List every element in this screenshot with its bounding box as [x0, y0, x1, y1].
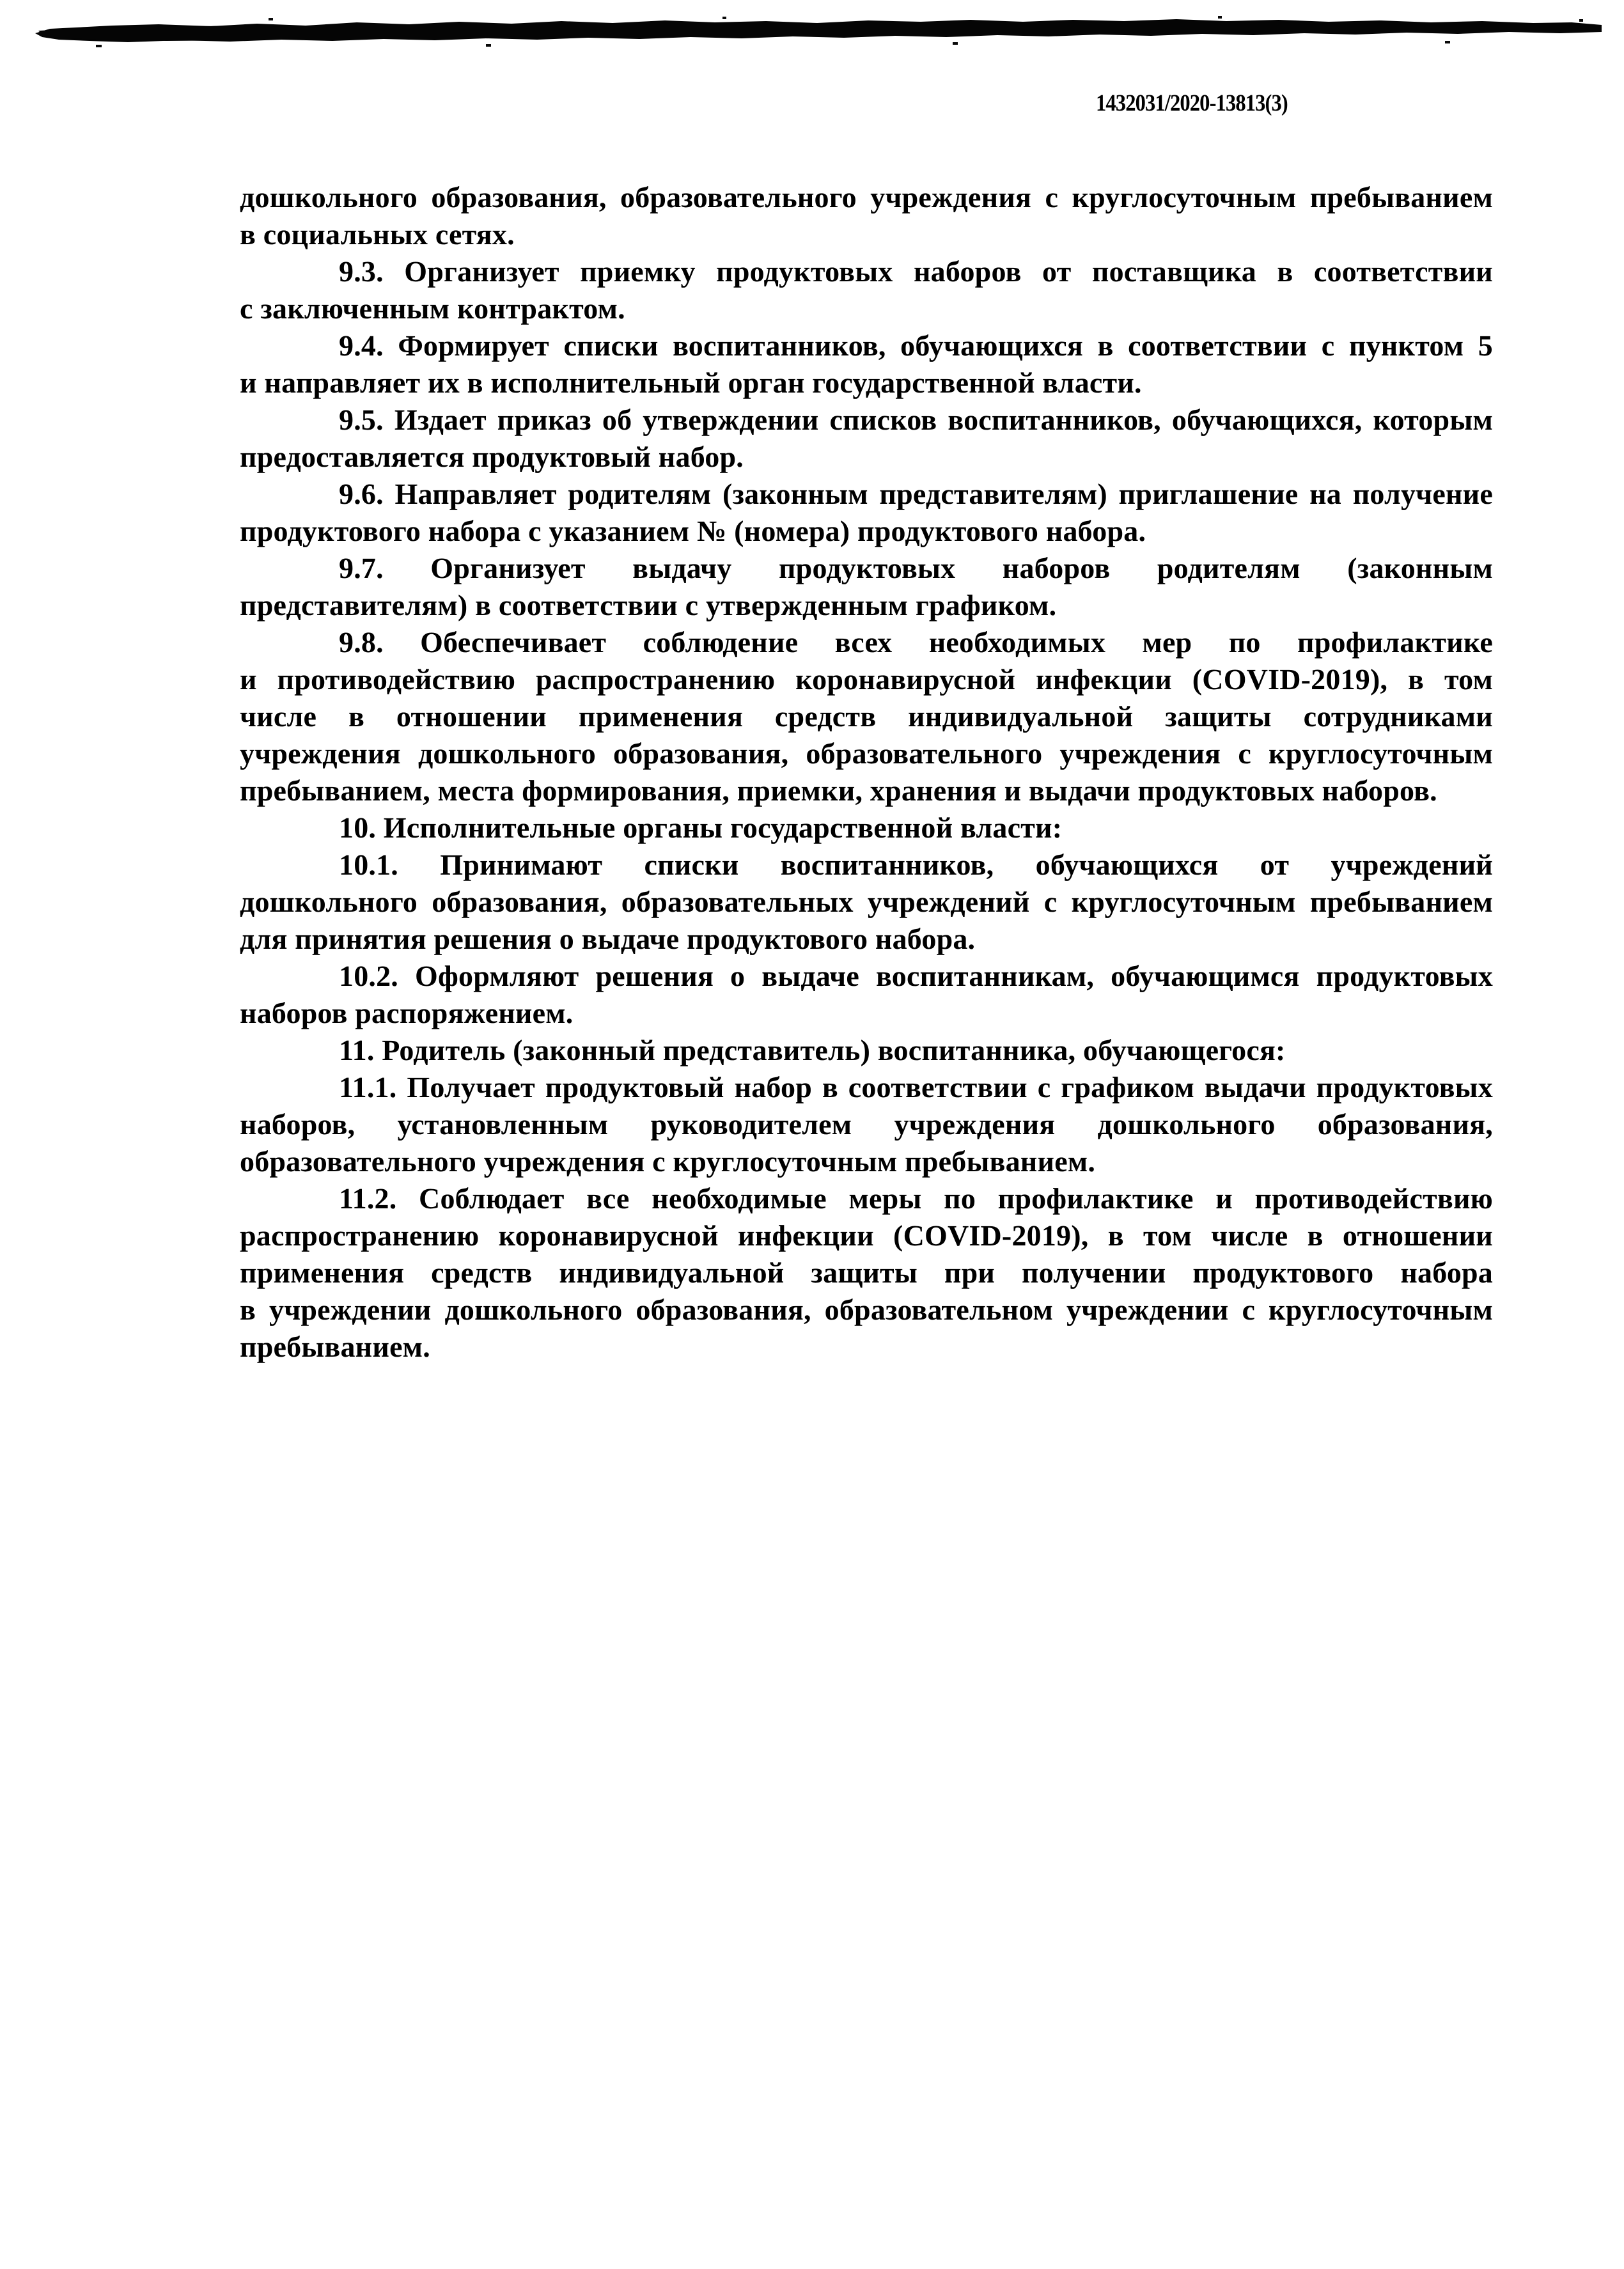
text-line: в социальных сетях. — [240, 218, 515, 251]
text-line: 9.4. Формирует списки воспитанников, обучающихся в соответствии с пунктом 5 — [339, 329, 1493, 362]
text-line: дошкольного образования, образовательного учреждения с круглосуточным пребыванием — [240, 181, 1493, 214]
text-line: представителям) в соответствии с утвержденным графиком. — [240, 589, 1057, 621]
text-line: 9.6. Направляет родителям (законным представителям) приглашение на получение — [339, 478, 1493, 510]
paragraph — [240, 402, 1493, 476]
text-line: с заключенным контрактом. — [240, 292, 625, 325]
text-line: дошкольного образования, образовательных учреждений с круглосуточным пребыванием — [240, 885, 1493, 918]
text-line: для принятия решения о выдаче продуктового набора. — [240, 923, 976, 955]
paragraph — [240, 476, 1493, 550]
text-line: распространению коронавирусной инфекции (COVID-2019), в том числе в отношении — [240, 1219, 1493, 1252]
paragraph — [240, 179, 1493, 253]
paragraph — [240, 846, 1493, 958]
text-line: и направляет их в исполнительный орган государственной власти. — [240, 366, 1142, 399]
text-line: пребыванием. — [240, 1330, 430, 1363]
text-line: числе в отношении применения средств индивидуальной защиты сотрудниками — [240, 700, 1493, 733]
text-line: пребыванием, места формирования, приемки, хранения и выдачи продуктовых наборов. — [240, 774, 1437, 807]
text-line: и противодействию распространению коронавирусной инфекции (COVID-2019), в том — [240, 663, 1493, 696]
text-line: 9.7. Организует выдачу продуктовых наборов родителям (законным — [339, 552, 1493, 584]
document-body — [240, 179, 1493, 1366]
text-line: применения средств индивидуальной защиты при получении продуктового набора — [240, 1256, 1493, 1289]
paragraph — [240, 624, 1493, 809]
text-line: 9.8. Обеспечивает соблюдение всех необходимых мер по профилактике — [339, 626, 1493, 659]
text-line: 11.1. Получает продуктовый набор в соответствии с графиком выдачи продуктовых — [339, 1071, 1493, 1103]
text-line: наборов распоряжением. — [240, 997, 574, 1029]
scan-artifact-band — [0, 0, 1624, 83]
text-line: в учреждении дошкольного образования, образовательном учреждении с круглосуточным — [240, 1293, 1493, 1326]
paragraph — [240, 550, 1493, 624]
paragraph — [240, 1032, 1493, 1069]
paragraph — [240, 809, 1493, 846]
text-line: 10. Исполнительные органы государственной власти: — [339, 811, 1063, 844]
paragraph — [240, 327, 1493, 402]
paragraph — [240, 1180, 1493, 1366]
text-line: продуктового набора с указанием № (номера) продуктового набора. — [240, 515, 1146, 547]
text-line: предоставляется продуктовый набор. — [240, 441, 744, 473]
text-line: учреждения дошкольного образования, образовательного учреждения с круглосуточным — [240, 737, 1493, 770]
text-line: 9.3. Организует приемку продуктовых наборов от поставщика в соответствии — [339, 255, 1493, 288]
text-line: наборов, установленным руководителем учреждения дошкольного образования, — [240, 1108, 1493, 1141]
text-line: 11.2. Соблюдает все необходимые меры по профилактике и противодействию — [339, 1182, 1493, 1215]
text-line: 11. Родитель (законный представитель) воспитанника, обучающегося: — [339, 1034, 1286, 1066]
paragraph — [240, 253, 1493, 327]
text-line: образовательного учреждения с круглосуточным пребыванием. — [240, 1145, 1096, 1178]
paragraph — [240, 1069, 1493, 1180]
text-line: 9.5. Издает приказ об утверждении списков воспитанников, обучающихся, которым — [339, 403, 1493, 436]
document-number: 1432031/2020-13813(3) — [1096, 90, 1288, 116]
text-line: 10.2. Оформляют решения о выдаче воспитанникам, обучающимся продуктовых — [339, 960, 1493, 992]
paragraph — [240, 958, 1493, 1032]
text-line: 10.1. Принимают списки воспитанников, обучающихся от учреждений — [339, 848, 1493, 881]
